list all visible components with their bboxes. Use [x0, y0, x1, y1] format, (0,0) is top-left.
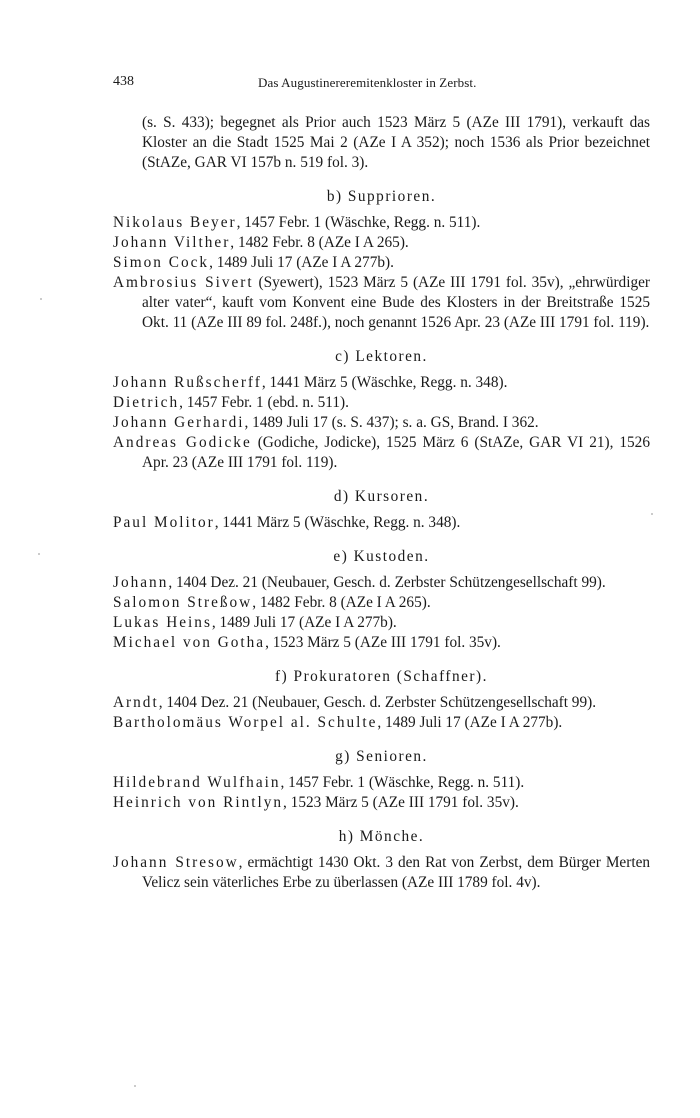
entry-text: (Godiche, Jodicke), 1525 März 6 (StAZe, GAR VI 21), 1526 Apr. 23 (AZe III 1791 fol. 119).	[142, 434, 650, 471]
person-name: Hildebrand Wulfhain	[113, 774, 281, 791]
register-entry	[113, 573, 650, 593]
running-title: Das Augustinereremitenkloster in Zerbst.	[258, 75, 477, 90]
register-entry	[113, 593, 650, 613]
entry-text: , 1489 Juli 17 (AZe I A 277b).	[377, 714, 563, 731]
person-name: Johann	[113, 574, 169, 591]
person-name: Salomon Streßow	[113, 594, 253, 611]
register-entry	[113, 773, 650, 793]
entry-text: (Syewert), 1523 März 5 (AZe III 1791 fol. 35v), „ehrwürdiger alter vater“, kauft vom Konvent eine Bude des Klosters in der Breitstraße 1525 Okt. 11 (AZe III 89 fol. 248f.), noch genannt 1526 Apr. 23 (AZe III 1791 fol. 119).	[142, 274, 650, 331]
register-entry	[113, 393, 650, 413]
entry-text: , 1457 Febr. 1 (Wäschke, Regg. n. 511).	[280, 774, 525, 791]
person-name: Johann Rußscherff	[113, 374, 262, 391]
entry-text: , 1457 Febr. 1 (ebd. n. 511).	[179, 394, 349, 411]
scan-speck	[134, 1085, 136, 1087]
page-number: 438	[113, 74, 134, 89]
page-body	[113, 113, 650, 893]
section-heading: d) Kursoren.	[333, 488, 430, 505]
entry-text: , 1489 Juli 17 (s. S. 437); s. a. GS, Brand. I 362.	[244, 414, 539, 431]
register-entry	[113, 793, 650, 813]
section-heading: h) Mönche.	[338, 828, 425, 845]
person-name: Paul Molitor	[113, 514, 215, 531]
scan-speck	[651, 513, 653, 515]
section-heading: b) Supprioren.	[326, 188, 437, 205]
person-name: Johann Gerhardi	[113, 414, 245, 431]
person-name: Lukas Heins	[113, 614, 212, 631]
register-entry	[113, 373, 650, 393]
person-name: Ambrosius Sivert	[113, 274, 254, 291]
register-entry	[113, 253, 650, 273]
register-entry	[113, 693, 650, 713]
register-entry	[113, 613, 650, 633]
intro-paragraph: (s. S. 433); begegnet als Prior auch 1523 März 5 (AZe III 1791), verkauft das Kloster an die Stadt 1525 Mai 2 (AZe I A 352); noch 1536 als Prior bezeichnet (StAZe, GAR VI 157b n. 519 fol. 3).	[142, 114, 650, 171]
register-entry	[113, 213, 650, 233]
entry-text: , 1489 Juli 17 (AZe I A 277b).	[209, 254, 394, 271]
section-heading: f) Prokuratoren (Schaffner).	[275, 668, 488, 685]
section-heading: c) Lektoren.	[335, 348, 428, 365]
register-entry	[113, 413, 650, 433]
register-entry	[113, 433, 650, 473]
entry-text: , 1489 Juli 17 (AZe I A 277b).	[211, 614, 397, 631]
person-name: Heinrich von Rintlyn	[113, 794, 284, 811]
register-entry	[113, 633, 650, 653]
register-entry	[113, 273, 650, 333]
section-heading: g) Senioren.	[335, 748, 428, 765]
person-name: Dietrich	[113, 394, 180, 411]
person-name: Johann Stresow	[113, 854, 239, 871]
section-heading: e) Kustoden.	[333, 548, 430, 565]
entry-text: , 1404 Dez. 21 (Neubauer, Gesch. d. Zerbster Schützengesellschaft 99).	[158, 694, 597, 711]
entry-text: , 1523 März 5 (AZe III 1791 fol. 35v).	[265, 634, 501, 651]
scan-speck	[40, 298, 42, 300]
register-entry	[113, 713, 650, 733]
scan-speck	[38, 553, 40, 555]
register-entry	[113, 513, 650, 533]
entry-text: , 1523 März 5 (AZe III 1791 fol. 35v).	[283, 794, 519, 811]
entry-text: , ermächtigt 1430 Okt. 3 den Rat von Zerbst, dem Bürger Merten Velicz sein väterliches Erbe zu überlassen (AZe III 1789 fol. 4v).	[142, 854, 651, 891]
entry-text: , 1482 Febr. 8 (AZe I A 265).	[252, 594, 431, 611]
entry-text: , 1482 Febr. 8 (AZe I A 265).	[230, 234, 409, 251]
person-name: Arndt	[113, 694, 159, 711]
entry-text: , 1441 März 5 (Wäschke, Regg. n. 348).	[214, 514, 461, 531]
person-name: Johann Vilther	[113, 234, 231, 251]
person-name: Nikolaus Beyer	[113, 214, 237, 231]
person-name: Bartholomäus Worpel al. Schulte	[113, 714, 378, 731]
page-header	[113, 74, 650, 94]
register-entry	[113, 853, 650, 893]
entry-text: , 1441 März 5 (Wäschke, Regg. n. 348).	[261, 374, 508, 391]
person-name: Michael von Gotha	[113, 634, 266, 651]
person-name: Simon Cock	[113, 254, 210, 271]
entry-text: , 1404 Dez. 21 (Neubauer, Gesch. d. Zerbster Schützengesellschaft 99).	[168, 574, 606, 591]
entry-text: , 1457 Febr. 1 (Wäschke, Regg. n. 511).	[236, 214, 481, 231]
person-name: Andreas Godicke	[113, 434, 252, 451]
register-entry	[113, 233, 650, 253]
